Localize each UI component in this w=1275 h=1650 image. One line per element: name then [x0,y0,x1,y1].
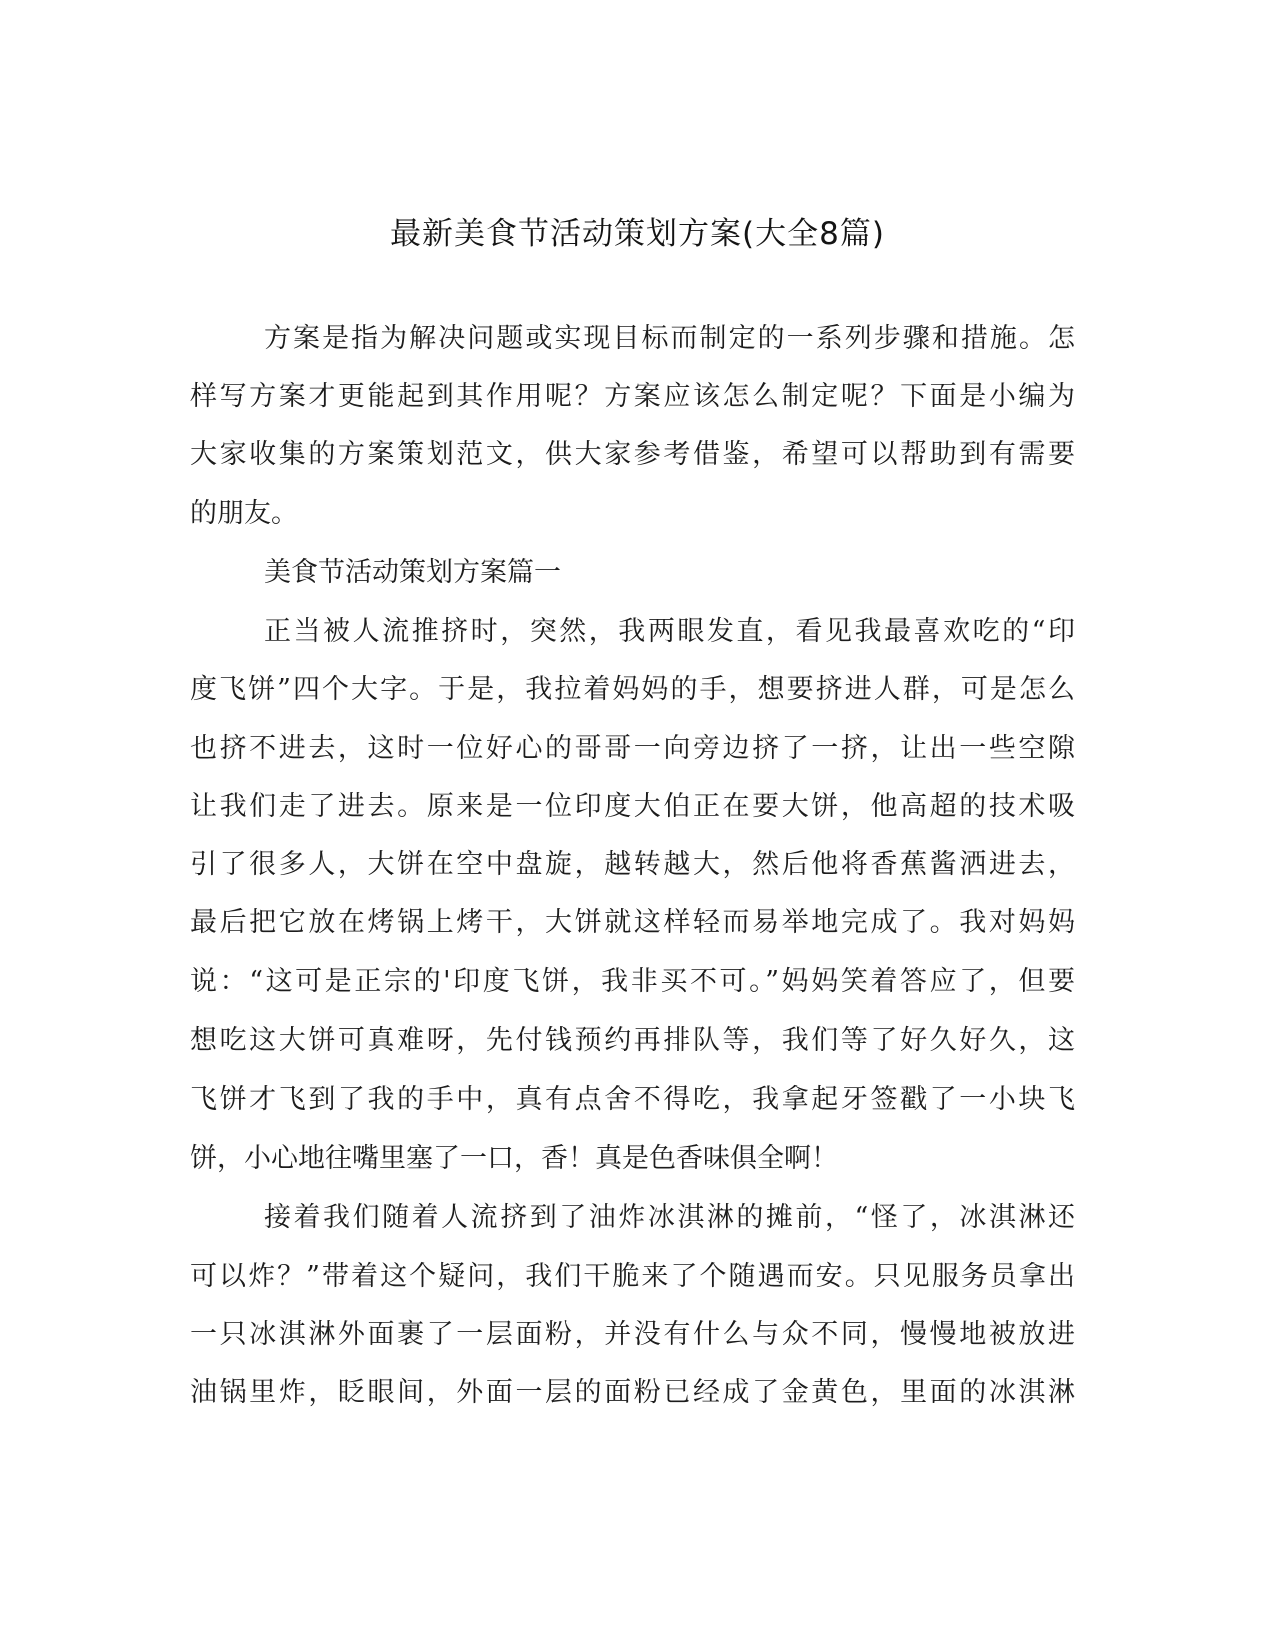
paragraph-line: 饼，小心地往嘴里塞了一口，香！真是色香味俱全啊！ [190,1143,838,1174]
paragraph-line: 的朋友。 [190,498,298,529]
section-heading: 美食节活动策划方案篇一 [264,557,561,588]
paragraph-line: 想吃这大饼可真难呀，先付钱预约再排队等，我们等了好久好久，这 [190,1025,1075,1056]
paragraph-line: 最后把它放在烤锅上烤干，大饼就这样轻而易举地完成了。我对妈妈 [190,907,1075,938]
paragraph-line: 说：“这可是正宗的'印度飞饼，我非买不可。”妈妈笑着答应了，但要 [190,966,1075,997]
paragraph-line: 飞饼才飞到了我的手中，真有点舍不得吃，我拿起牙签戳了一小块飞 [190,1084,1075,1115]
paragraph-line: 也挤不进去，这时一位好心的哥哥一向旁边挤了一挤，让出一些空隙 [190,733,1075,764]
paragraph-line: 接着我们随着人流挤到了油炸冰淇淋的摊前，“怪了，冰淇淋还 [264,1202,1075,1233]
paragraph-line: 一只冰淇淋外面裹了一层面粉，并没有什么与众不同，慢慢地被放进 [190,1319,1075,1350]
paragraph-line: 方案是指为解决问题或实现目标而制定的一系列步骤和措施。怎 [264,323,1075,354]
paragraph-line: 大家收集的方案策划范文，供大家参考借鉴，希望可以帮助到有需要 [190,439,1075,470]
paragraph-line: 正当被人流推挤时，突然，我两眼发直，看见我最喜欢吃的“印 [264,616,1075,647]
paragraph-line: 度飞饼”四个大字。于是，我拉着妈妈的手，想要挤进人群，可是怎么 [190,674,1075,705]
paragraph-line: 让我们走了进去。原来是一位印度大伯正在要大饼，他高超的技术吸 [190,791,1075,822]
paragraph-line: 可以炸？”带着这个疑问，我们干脆来了个随遇而安。只见服务员拿出 [190,1261,1075,1292]
document-title: 最新美食节活动策划方案(大全8篇) [390,216,885,252]
paragraph-line: 油锅里炸，眨眼间，外面一层的面粉已经成了金黄色，里面的冰淇淋 [190,1377,1075,1408]
paragraph-line: 样写方案才更能起到其作用呢？方案应该怎么制定呢？下面是小编为 [190,381,1075,412]
paragraph-line: 引了很多人，大饼在空中盘旋，越转越大，然后他将香蕉酱洒进去， [190,849,1075,880]
